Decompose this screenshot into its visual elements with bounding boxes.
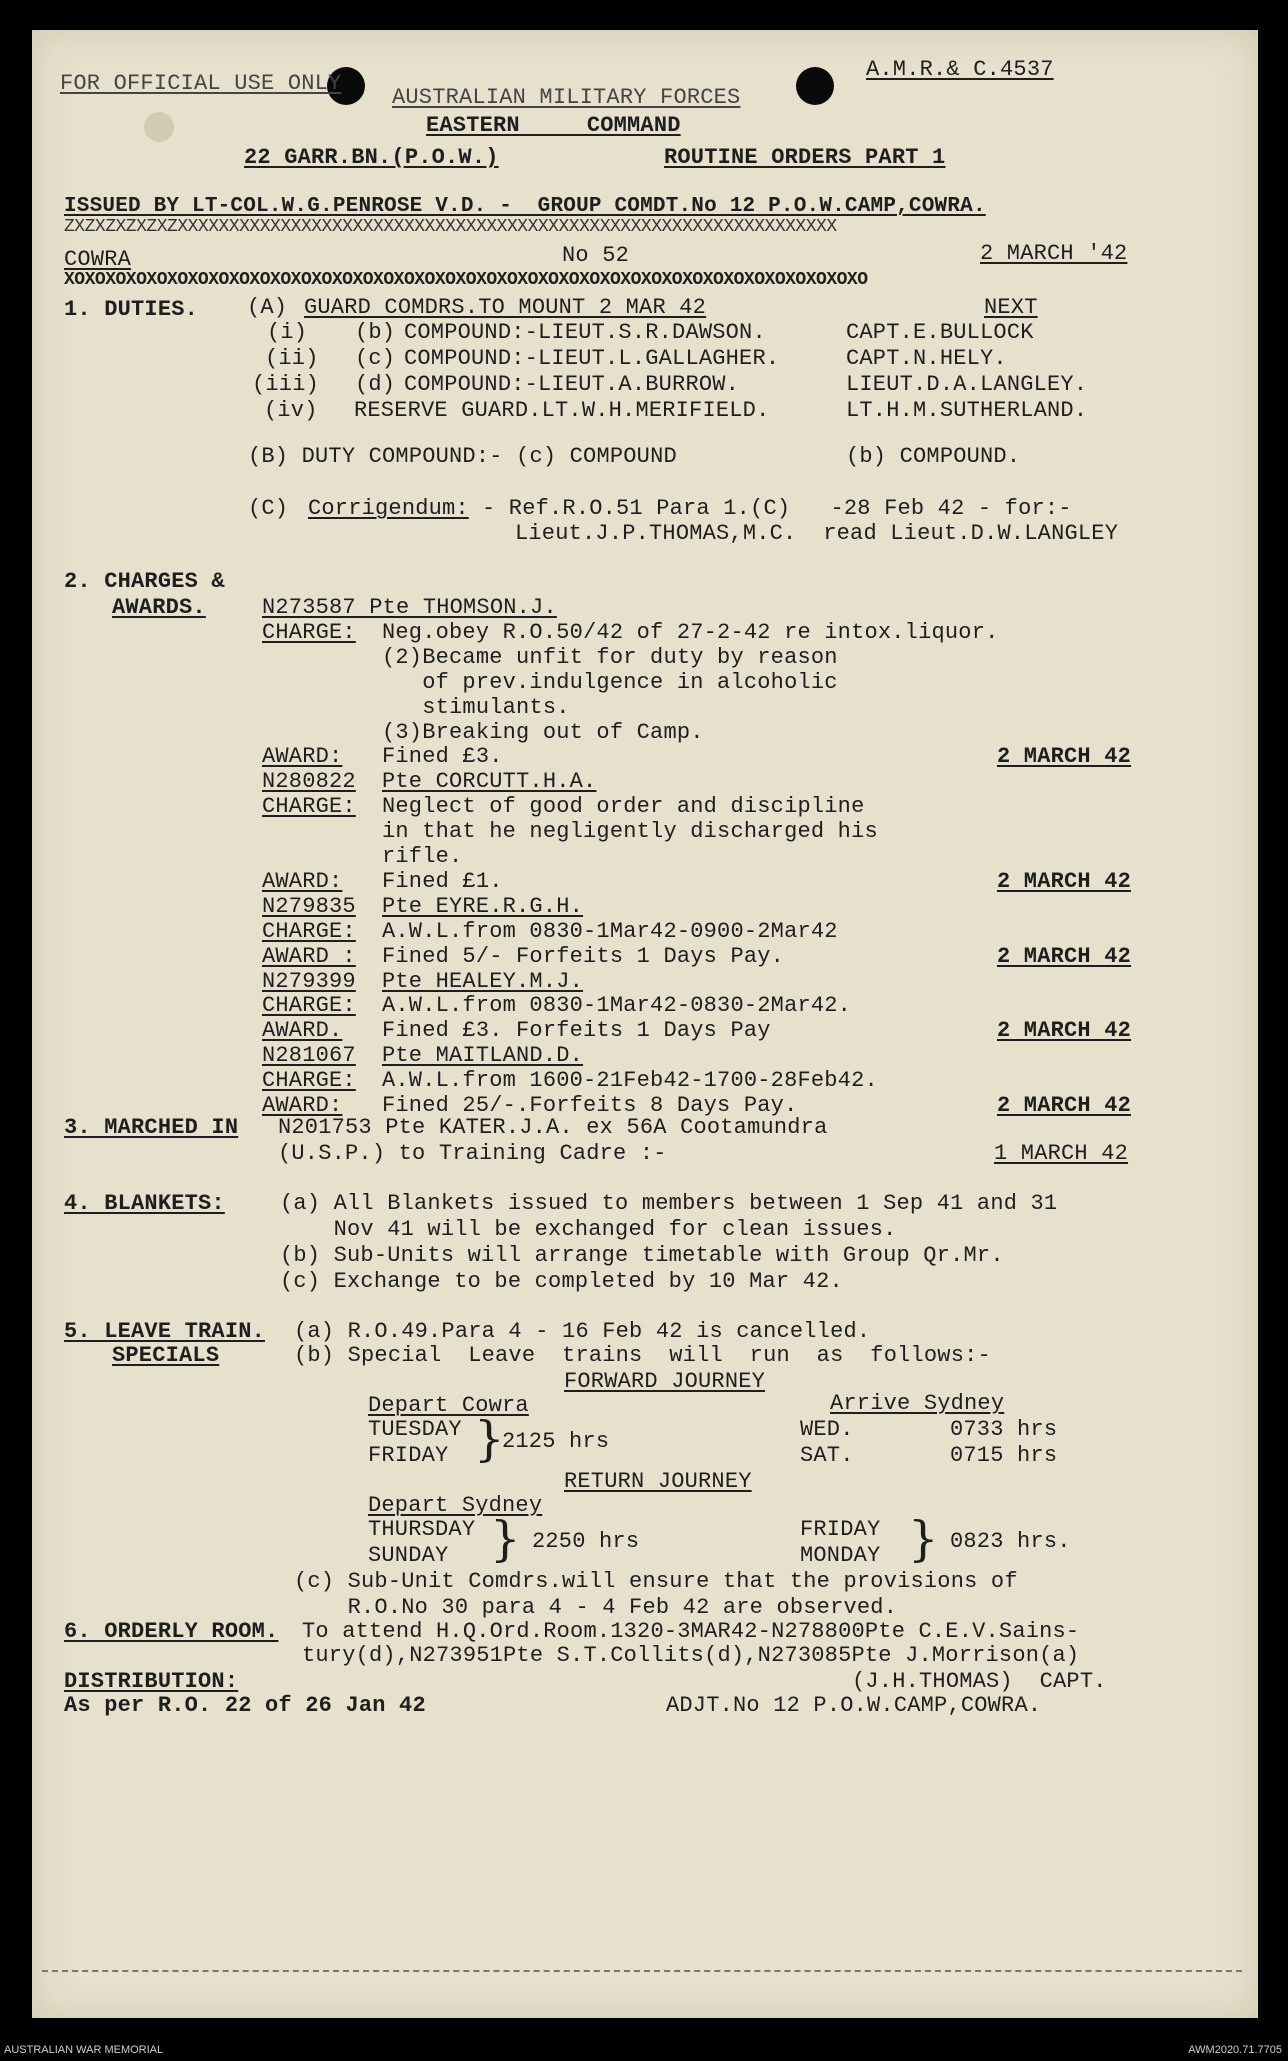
orderly-line: tury(d),N273951Pte S.T.Collits(d),N273085Pte J.Morrison(a) — [302, 1643, 1080, 1668]
train-day: FRIDAY — [368, 1443, 449, 1468]
order-number: No 52 — [562, 243, 630, 268]
charge-text: of prev.indulgence in alcoholic — [382, 670, 838, 695]
duty-row: COMPOUND:-LIEUT.S.R.DAWSON. — [404, 320, 766, 345]
train-day: TUESDAY — [368, 1417, 462, 1442]
award-date: 2 MARCH 42 — [997, 1018, 1132, 1043]
charge-text: A.W.L.from 0830-1Mar42-0900-2Mar42 — [382, 919, 838, 944]
orderly-line: To attend H.Q.Ord.Room.1320-3MAR42-N278800Pte C.E.V.Sains- — [302, 1619, 1080, 1644]
train-time: 0823 hrs. — [950, 1529, 1071, 1554]
depart-cowra-label: Depart Cowra — [368, 1393, 529, 1418]
section-heading: 5. LEAVE TRAIN. — [64, 1319, 266, 1344]
section-heading: SPECIALS — [112, 1343, 220, 1368]
section-heading: 4. BLANKETS: — [64, 1191, 225, 1216]
adjutant: ADJT.No 12 P.O.W.CAMP,COWRA. — [666, 1693, 1042, 1718]
charge-label: CHARGE: — [262, 1068, 356, 1093]
charge-label: AWARD : — [262, 944, 356, 969]
charge-text: Neglect of good order and discipline — [382, 794, 865, 819]
brace: } — [490, 1511, 521, 1567]
duty-compound: (B) DUTY COMPOUND:- (c) COMPOUND — [248, 444, 677, 469]
charge-text: Fined 25/-.Forfeits 8 Days Pay. — [382, 1093, 798, 1118]
charge-text: rifle. — [382, 844, 463, 869]
train-day: FRIDAY — [800, 1517, 881, 1542]
section-heading: 1. DUTIES. — [64, 297, 199, 322]
train-time: 0715 hrs — [950, 1443, 1058, 1468]
leave-line: R.O.No 30 para 4 - 4 Feb 42 are observed. — [294, 1595, 898, 1620]
arrive-sydney-label: Arrive Sydney — [830, 1391, 1005, 1416]
charge-text: Pte EYRE.R.G.H. — [382, 894, 584, 919]
item-label: (A) — [247, 295, 288, 320]
duty-row: COMPOUND:-LIEUT.A.BURROW. — [404, 372, 740, 397]
leave-line: (b) Special Leave trains will run as follows:- — [294, 1343, 991, 1368]
marched-in-line: N201753 Pte KATER.J.A. ex 56A Cootamundra — [278, 1115, 828, 1140]
archive-id: AWM2020.71.7705 — [1188, 2044, 1282, 2056]
charge-text: N273587 Pte THOMSON.J. — [262, 595, 557, 620]
blankets-line: (a) All Blankets issued to members between 1 Sep 41 and 31 — [280, 1191, 1058, 1216]
charge-label: N279835 — [262, 894, 356, 919]
duty-next: CAPT.E.BULLOCK — [846, 320, 1034, 345]
distribution-text: As per R.O. 22 of 26 Jan 42 — [64, 1693, 426, 1718]
row-letter: (c) — [355, 346, 396, 371]
charge-label: AWARD. — [262, 1018, 343, 1043]
charge-label: AWARD: — [262, 1093, 343, 1118]
signer: (J.H.THOMAS) CAPT. — [852, 1669, 1107, 1694]
blankets-line: Nov 41 will be exchanged for clean issues. — [280, 1217, 897, 1242]
charge-text: Pte HEALEY.M.J. — [382, 969, 584, 994]
charge-label: AWARD: — [262, 869, 343, 894]
forward-journey-title: FORWARD JOURNEY — [564, 1369, 766, 1394]
charge-label: CHARGE: — [262, 794, 356, 819]
row-num: (iv) — [264, 398, 318, 423]
charge-text: Fined £3. Forfeits 1 Days Pay — [382, 1018, 771, 1043]
depart-sydney-label: Depart Sydney — [368, 1493, 543, 1518]
charge-text: stimulants. — [382, 695, 570, 720]
orders-title: ROUTINE ORDERS PART 1 — [664, 145, 946, 170]
duty-row: RESERVE GUARD.LT.W.H.MERIFIELD. — [354, 398, 770, 423]
charge-text: A.W.L.from 1600-21Feb42-1700-28Feb42. — [382, 1068, 878, 1093]
row-num: (ii) — [265, 346, 319, 371]
row-num: (iii) — [252, 372, 320, 397]
blankets-line: (c) Exchange to be completed by 10 Mar 42. — [280, 1269, 843, 1294]
charge-text: Fined £3. — [382, 744, 503, 769]
train-time: 2125 hrs — [502, 1429, 610, 1454]
charge-text: (3)Breaking out of Camp. — [382, 720, 704, 745]
award-date: 2 MARCH 42 — [997, 1093, 1132, 1118]
separator-line: XOXOXOXOXOXOXOXOXOXOXOXOXOXOXOXOXOXOXOXOXOXOXOXOXOXOXOXOXOXOXOXOXOXOXOXOXOXOXO — [64, 270, 868, 290]
order-date: 2 MARCH '42 — [980, 241, 1128, 266]
classification: FOR OFFICIAL USE ONLY — [60, 71, 342, 96]
charge-label: CHARGE: — [262, 919, 356, 944]
train-day: WED. — [800, 1417, 854, 1442]
duty-row: COMPOUND:-LIEUT.L.GALLAGHER. — [404, 346, 780, 371]
section-heading: 3. MARCHED IN — [64, 1115, 239, 1140]
charge-label: CHARGE: — [262, 993, 356, 1018]
distribution-label: DISTRIBUTION: — [64, 1669, 239, 1694]
charge-label: AWARD: — [262, 744, 343, 769]
reference-number: A.M.R.& C.4537 — [866, 57, 1054, 82]
section-heading: AWARDS. — [112, 595, 206, 620]
award-date: 2 MARCH 42 — [997, 744, 1132, 769]
charge-text: in that he negligently discharged his — [382, 819, 878, 844]
duty-next: LIEUT.D.A.LANGLEY. — [846, 372, 1088, 397]
duty-compound-next: (b) COMPOUND. — [846, 444, 1021, 469]
brace: } — [908, 1511, 939, 1567]
section-heading: 6. ORDERLY ROOM. — [64, 1619, 279, 1644]
separator-line: ZXZXZXZXZXZXXXXXXXXXXXXXXXXXXXXXXXXXXXXXXXXXXXXXXXXXXXXXXXXXXXXXXXXXXXXXXXX — [64, 217, 837, 237]
blankets-line: (b) Sub-Units will arrange timetable with Group Qr.Mr. — [280, 1243, 1004, 1268]
charge-label: N281067 — [262, 1043, 356, 1068]
charge-label: N279399 — [262, 969, 356, 994]
unit-title: 22 GARR.BN.(P.O.W.) — [244, 145, 499, 170]
duty-next: LT.H.M.SUTHERLAND. — [846, 398, 1088, 423]
issued-by: ISSUED BY LT-COL.W.G.PENROSE V.D. - GROUP COMDT.No 12 P.O.W.CAMP,COWRA. — [64, 195, 986, 218]
train-day: SAT. — [800, 1443, 854, 1468]
force-title: AUSTRALIAN MILITARY FORCES — [392, 85, 741, 110]
paper-damage — [144, 112, 174, 142]
corrigendum-line: - Ref.R.O.51 Para 1.(C) -28 Feb 42 - for:- — [482, 496, 1072, 521]
place: COWRA — [64, 247, 132, 272]
torn-edge — [42, 1970, 1242, 1972]
row-letter: (b) — [355, 320, 396, 345]
leave-line: (c) Sub-Unit Comdrs.will ensure that the provisions of — [294, 1569, 1018, 1594]
row-letter: (d) — [355, 372, 396, 397]
train-day: MONDAY — [800, 1543, 881, 1568]
punch-hole — [796, 67, 834, 105]
marched-in-date: 1 MARCH 42 — [994, 1141, 1129, 1166]
award-date: 2 MARCH 42 — [997, 869, 1132, 894]
marched-in-line: (U.S.P.) to Training Cadre :- — [278, 1141, 667, 1166]
command-title: EASTERN COMMAND — [426, 113, 681, 138]
charge-text: Pte MAITLAND.D. — [382, 1043, 584, 1068]
charge-text: Neg.obey R.O.50/42 of 27-2-42 re intox.liquor. — [382, 620, 999, 645]
return-journey-title: RETURN JOURNEY — [564, 1469, 752, 1494]
train-day: THURSDAY — [368, 1517, 476, 1542]
guard-title: GUARD COMDRS.TO MOUNT 2 MAR 42 — [304, 295, 707, 320]
brace: } — [474, 1411, 505, 1467]
section-heading: 2. CHARGES & — [64, 569, 225, 594]
row-num: (i) — [267, 320, 308, 345]
duty-next: CAPT.N.HELY. — [846, 346, 1007, 371]
train-time: 2250 hrs — [532, 1529, 640, 1554]
train-day: SUNDAY — [368, 1543, 449, 1568]
award-date: 2 MARCH 42 — [997, 944, 1132, 969]
charge-text: A.W.L.from 0830-1Mar42-0830-2Mar42. — [382, 993, 852, 1018]
next-label: NEXT — [984, 295, 1038, 320]
document-page — [32, 30, 1258, 2018]
train-time: 0733 hrs — [950, 1417, 1058, 1442]
corrigendum-label: Corrigendum: — [308, 496, 469, 521]
archive-credit: AUSTRALIAN WAR MEMORIAL — [4, 2044, 164, 2056]
leave-line: (a) R.O.49.Para 4 - 16 Feb 42 is cancelled. — [294, 1319, 871, 1344]
charge-text: Fined 5/- Forfeits 1 Days Pay. — [382, 944, 785, 969]
corrigendum-line: Lieut.J.P.THOMAS,M.C. read Lieut.D.W.LANGLEY — [515, 521, 1119, 546]
charge-text: Pte CORCUTT.H.A. — [382, 769, 597, 794]
charge-label: N280822 — [262, 769, 356, 794]
charge-label: CHARGE: — [262, 620, 356, 645]
charge-text: Fined £1. — [382, 869, 503, 894]
charge-text: (2)Became unfit for duty by reason — [382, 645, 838, 670]
item-label: (C) — [248, 496, 289, 521]
